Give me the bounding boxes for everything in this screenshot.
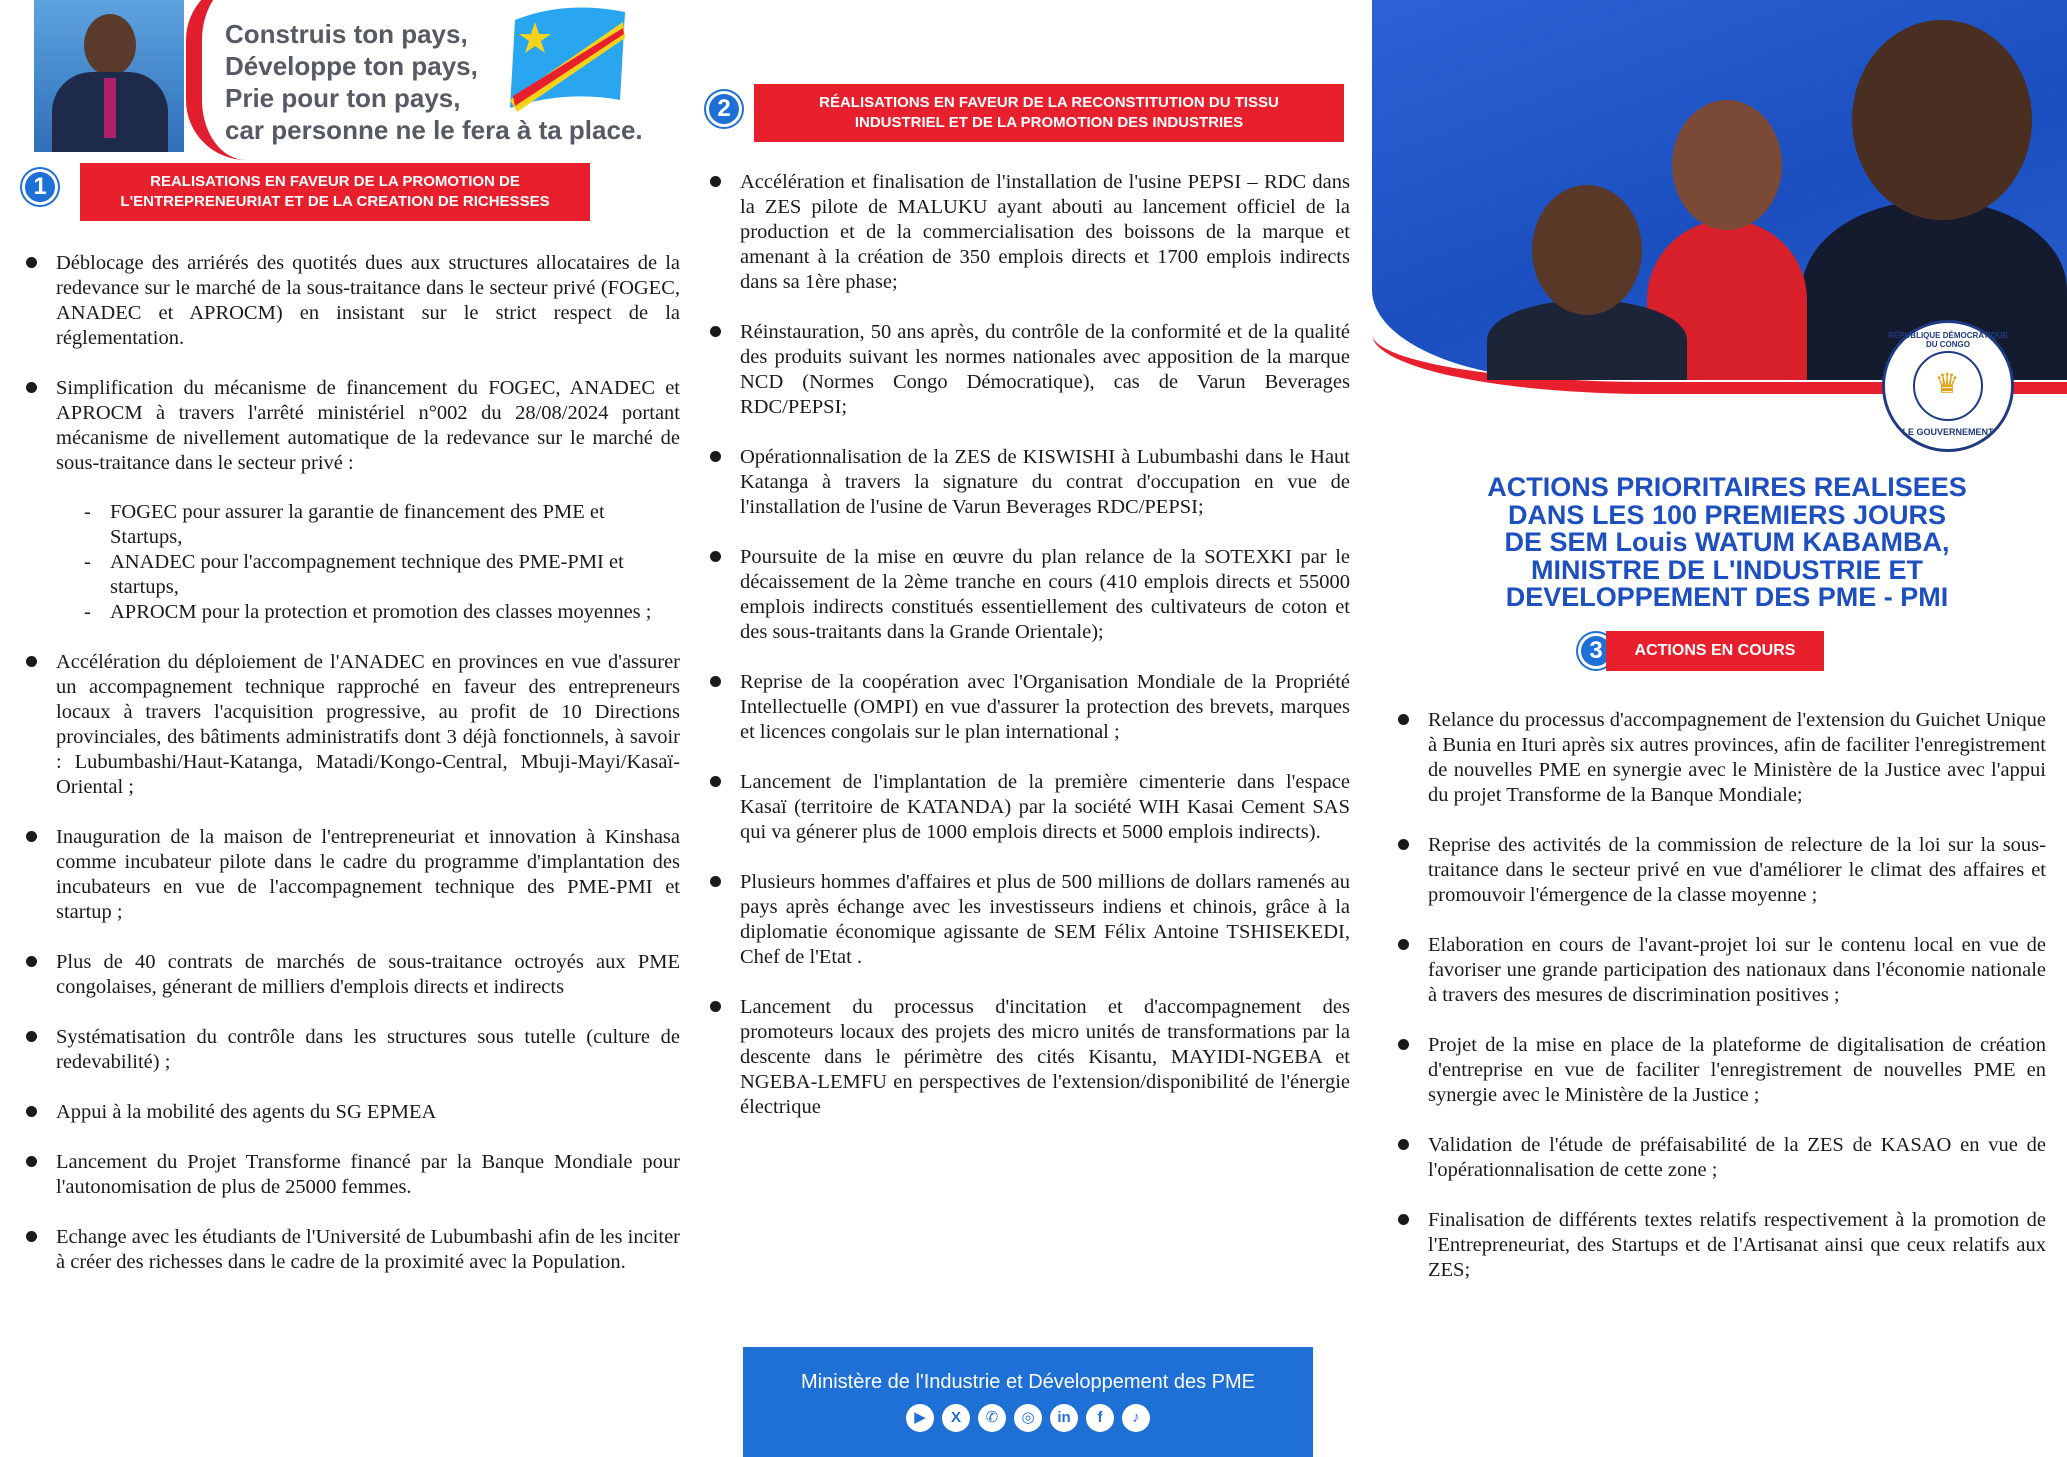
list-item: Elaboration en cours de l'avant-projet loi sur le contenu local en vue de favoriser une grande participation des nationaux dans l'économie nationale à travers des mesures de discrimination positives ; [1398,933,2046,1008]
page-title-line: DE SEM Louis WATUM KABAMBA, [1504,527,1950,557]
seal-bottom-text: LE GOUVERNEMENT [1902,427,1994,437]
bullet-icon [710,326,721,337]
tiktok-icon[interactable]: ♪ [1122,1404,1150,1432]
page-title-line: ACTIONS PRIORITAIRES REALISEES [1487,472,1967,502]
section1-title [80,163,590,221]
column-middle [690,0,1370,1457]
list-item: Relance du processus d'accompagnement de l'extension du Guichet Unique à Bunia en Ituri après six autres provinces, afin de faciliter l'enregistrement de nouvelles PME en synergie avec le Ministère de la Justice avec l'appui du projet Transforme de la Banque Mondiale; [1398,708,2046,808]
section2-title [754,84,1344,142]
page-title [1392,474,2062,612]
section3-list [1398,708,2046,1308]
bullet-icon [710,1001,721,1012]
seal-top-text: RÉPUBLIQUE DÉMOCRATIQUE DU CONGO [1888,331,2008,349]
sub-list-item: - APROCM pour la protection et promotion des classes moyennes ; [84,601,652,623]
list-item: Inauguration de la maison de l'entrepreneuriat et innovation à Kinshasa comme incubateur pilote dans le cadre du programme d'implantation des incubateurs en vue de l'accompagnement technique des PME-PMI et startup ; [26,825,680,925]
column-left [0,0,690,1457]
page-title-line: DANS LES 100 PREMIERS JOURS [1507,499,1947,530]
section2-title-line: RÉALISATIONS EN FAVEUR DE LA RECONSTITUTION DU TISSU [819,94,1279,111]
sub-list-item: - ANADEC pour l'accompagnement technique des PME-PMI et startups, [84,551,624,598]
list-item: Poursuite de la mise en œuvre du plan relance de la SOTEXKI par le décaissement de la 2ème tranche en cours (410 emplois directs et 55000 emplois indirects constitués essentiellement des cultivateurs de coton et des sous-traitants dans la Grande Orientale); [710,545,1350,645]
list-item: Reprise de la coopération avec l'Organisation Mondiale de la Propriété Intellectuelle (OMPI) en vue d'assurer la protection des brevets, marques et licences congolais sur le plan international ; [710,670,1350,745]
section1-title-line: REALISATIONS EN FAVEUR DE LA PROMOTION DE [150,173,520,190]
linkedin-icon[interactable]: in [1050,1404,1078,1432]
lion-emblem-icon: ♛ [1934,369,1960,400]
section1-sublist [84,500,680,625]
list-item: Déblocage des arriérés des quotités dues aux structures allocataires de la redevance sur le marché de la sous-traitance dans le secteur privé (FOGEC, ANADEC et APROCM) en insistant sur le strict respect de la réglementation. [26,251,680,351]
list-item: Systématisation du contrôle dans les structures sous tutelle (culture de redevabilité) ; [26,1025,680,1075]
whatsapp-icon[interactable]: ✆ [978,1404,1006,1432]
bullet-icon [1398,839,1409,850]
bullet-icon [710,676,721,687]
section1-title-line: L'ENTREPRENEURIAT ET DE LA CREATION DE RICHESSES [120,193,550,210]
portrait-head [84,14,136,76]
bullet-icon [710,776,721,787]
section1-list [26,251,680,1300]
bullet-icon [26,257,37,268]
list-item: Plusieurs hommes d'affaires et plus de 500 millions de dollars ramenés au pays après échange avec les investisseurs indiens et chinois, grâce à la diplomatie économique agissante de SEM Félix Antoine TSHISEKEDI, Chef de l'Etat . [710,870,1350,970]
bullet-icon [710,176,721,187]
list-item: Projet de la mise en place de la plateforme de digitalisation de création d'entreprise en vue de faciliter l'enregistrement de nouvelles PME en synergie avec le Ministère de la Justice ; [1398,1033,2046,1108]
bullet-icon [26,382,37,393]
list-item: Validation de l'étude de préfaisabilité de la ZES de KASAO en vue de l'opérationnalisation de cette zone ; [1398,1133,2046,1183]
sub-list-item: - FOGEC pour assurer la garantie de financement des PME et Startups, [84,501,605,548]
slogan-line: Prie pour ton pays, [225,83,461,113]
list-item: Réinstauration, 50 ans après, du contrôle de la conformité et de la qualité des produits suivant les normes nationales avec apposition de la marque NCD (Normes Congo Démocratique), cas de Varun Beverages RDC/PEPSI; [710,320,1350,420]
social-icons [743,1404,1313,1432]
bullet-icon [26,656,37,667]
bullet-icon [1398,714,1409,725]
footer-text: Ministère de l'Industrie et Développement des PME [800,1371,1256,1393]
section-number-badge: 1 [22,169,58,205]
bullet-icon [26,1156,37,1167]
bullet-icon [1398,1214,1409,1225]
list-item: Accélération du déploiement de l'ANADEC en provinces en vue d'assurer un accompagnement technique rapproché en faveur des entrepreneurs locaux à travers l'acquisition progressive, au profit de 10 Directions provinciales, des bâtiments administratifs dont 3 déjà fonctionnels, à savoir : Lubumbashi/Haut-Katanga, Matadi/Kongo-Central, Mbuji-Mayi/Kasaï-Oriental ; [26,650,680,800]
list-item: Simplification du mécanisme de financement du FOGEC, ANADEC et APROCM à travers l'arrêté ministériel n°002 du 28/08/2024 portant mécanisme de nivellement automatique de la redevance sur le marché de sous-traitance dans le secteur privé : - FOGEC pour assurer la garantie de financement des PME et Startups, - ANADEC pour l'accompagnement technique des PME-PMI et startups, - APROCM pour la protection et promotion des classes moyennes ; [26,376,680,625]
list-item: Appui à la mobilité des agents du SG EPMEA [26,1100,680,1125]
section-number-badge: 2 [706,91,742,127]
bullet-icon [710,451,721,462]
bullet-icon [1398,1139,1409,1150]
bullet-icon [710,551,721,562]
section3-title: ACTIONS EN COURS [1606,631,1824,671]
list-item: Plus de 40 contrats de marchés de sous-traitance octroyés aux PME congolaises, génerant de milliers d'emplois directs et indirects [26,950,680,1000]
bullet-icon [26,1106,37,1117]
government-seal [1882,320,2014,452]
section-number-badge: 3 [1578,633,1614,669]
drc-flag-icon [505,0,630,118]
list-item: Lancement de l'implantation de la première cimenterie dans l'espace Kasaï (territoire de KATANDA) par la société WIH Kasai Cement SAS qui va génerer plus de 1000 emplois directs et 5000 emplois indirects). [710,770,1350,845]
bullet-icon [1398,939,1409,950]
officials-photo [1372,0,2067,470]
bullet-icon [26,1231,37,1242]
youtube-icon[interactable]: ▶ [906,1404,934,1432]
bullet-icon [26,1031,37,1042]
slogan-line: Développe ton pays, [225,51,478,81]
minister-portrait [34,0,184,152]
list-item: Echange avec les étudiants de l'Université de Lubumbashi afin de les inciter à créer des richesses dans le cadre de la proximité avec la Population. [26,1225,680,1275]
list-item: Lancement du Projet Transforme financé par la Banque Mondiale pour l'autonomisation de plus de 25000 femmes. [26,1150,680,1200]
page-title-line: MINISTRE DE L'INDUSTRIE ET [1531,554,1923,585]
portrait-tie [104,78,116,138]
list-item: Accélération et finalisation de l'installation de l'usine PEPSI – RDC dans la ZES pilote de MALUKU ayant abouti au lancement officiel de la production et de la commercialisation des boissons de la marque et amenant à la création de 350 emplois directs et 1700 emplois indirects dans sa 1ère phase; [710,170,1350,295]
column-right [1372,0,2067,1457]
ministry-footer [743,1347,1313,1457]
bullet-icon [1398,1039,1409,1050]
list-item: Opérationnalisation de la ZES de KISWISHI à Lubumbashi dans le Haut Katanga à travers la signature du contrat d'occupation en vue de l'installation de l'usine de Varun Beverages RDC/PEPSI; [710,445,1350,520]
slogan-line: car personne ne le fera à ta place. [225,115,643,145]
president-head [1852,20,2032,220]
instagram-icon[interactable]: ◎ [1014,1404,1042,1432]
section2-title-line: INDUSTRIEL ET DE LA PROMOTION DES INDUSTRIES [854,114,1244,131]
page-title-line: DEVELOPPEMENT DES PME - PMI [1505,582,1949,612]
list-item: Finalisation de différents textes relatifs respectivement à la promotion de l'Entrepreneuriat, des Startups et de l'Artisanat ainsi que ceux relatifs aux ZES; [1398,1208,2046,1283]
x-icon[interactable]: X [942,1404,970,1432]
bullet-icon [26,956,37,967]
slogan-line: Construis ton pays, [225,19,468,49]
bullet-icon [710,876,721,887]
facebook-icon[interactable]: f [1086,1404,1114,1432]
list-item: Lancement du processus d'incitation et d'accompagnement des promoteurs locaux des projets des micro unités de transformations par la descente dans le périmètre des cités Kisantu, MAYIDI-NGEBA et NGEBA-LEMFU en perspectives de l'extension/disponibilité de l'énergie électrique [710,995,1350,1120]
section2-list [710,170,1350,1145]
list-item: Reprise des activités de la commission de relecture de la loi sur la sous-traitance dans le secteur privé en vue d'améliorer le climat des affaires et promouvoir l'émergence de la classe moyenne ; [1398,833,2046,908]
minister-head [1532,185,1642,315]
prime-minister-head [1672,100,1782,230]
bullet-icon [26,831,37,842]
